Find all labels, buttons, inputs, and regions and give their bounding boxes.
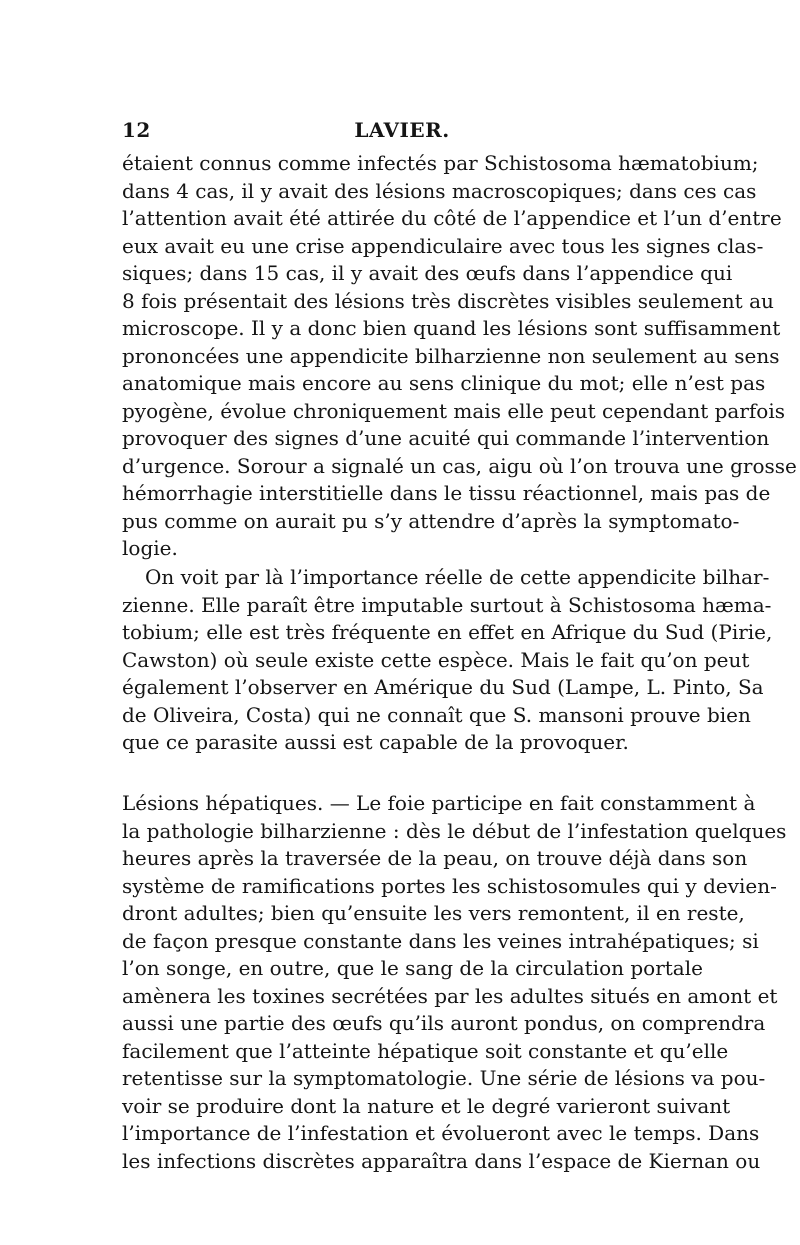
- text-line: l’importance de l’infestation et évolueront avec le temps. Dans: [122, 1121, 760, 1145]
- running-title: LAVIER.: [354, 118, 450, 142]
- text-line: amènera les toxines secrétées par les adultes situés en amont et: [122, 983, 778, 1008]
- text-line: zienne. Elle paraît être imputable surtout à Schistosoma hæma-: [122, 592, 772, 617]
- text-line: provoquer des signes d’une acuité qui commande l’intervention: [122, 426, 770, 450]
- text-line: microscope. Il y a donc bien quand les lésions sont suffisamment: [122, 316, 781, 340]
- text-line: d’urgence. Sorour a signalé un cas, aigu où l’on trouva une grosse: [122, 453, 797, 478]
- text-line: pus comme on aurait pu s’y attendre d’après la symptomato-: [122, 508, 740, 533]
- page-header: [122, 118, 682, 144]
- text-line: pyogène, évolue chroniquement mais elle peut cependant parfois: [122, 398, 786, 423]
- paragraph-appendicitis-cases: [122, 150, 797, 563]
- text-line: hémorrhagie interstitielle dans le tissu réactionnel, mais pas de: [122, 481, 771, 505]
- text-line: eux avait eu une crise appendiculaire avec tous les signes clas-: [122, 233, 764, 258]
- text-line: la pathologie bilharzienne : dès le début de l’infestation quelques: [122, 818, 787, 843]
- text-line: siques; dans 15 cas, il y avait des œufs dans l’appendice qui: [122, 261, 733, 285]
- text-line: de façon presque constante dans les veines intrahépatiques; si: [122, 928, 759, 953]
- text-line: logie.: [122, 536, 178, 560]
- text-line: heures après la traversée de la peau, on trouve déjà dans son: [122, 846, 748, 870]
- text-line: facilement que l’atteinte hépatique soit constante et qu’elle: [122, 1038, 729, 1063]
- text-line: dans 4 cas, il y avait des lésions macroscopiques; dans ces cas: [122, 178, 757, 203]
- paragraph-appendicitis-importance: [122, 564, 773, 757]
- text-line: dront adultes; bien qu’ensuite les vers remontent, il en reste,: [122, 901, 745, 925]
- page-number: 12: [122, 118, 151, 142]
- text-line: voir se produire dont la nature et le degré varieront suivant: [122, 1093, 731, 1118]
- text-line: anatomique mais encore au sens clinique du mot; elle n’est pas: [122, 371, 766, 395]
- text-line: étaient connus comme infectés par Schistosoma hæmatobium;: [122, 151, 759, 175]
- text-line: On voit par là l’importance réelle de cette appendicite bilhar-: [145, 565, 770, 589]
- text-line: également l’observer en Amérique du Sud (Lampe, L. Pinto, Sa: [122, 675, 764, 699]
- text-line: aussi une partie des œufs qu’ils auront pondus, on comprendra: [122, 1011, 766, 1035]
- text-line: tobium; elle est très fréquente en effet en Afrique du Sud (Pirie,: [122, 620, 773, 644]
- text-line: Lésions hépatiques. — Le foie participe en fait constamment à: [122, 791, 756, 815]
- text-line: retentisse sur la symptomatologie. Une série de lésions va pou-: [122, 1066, 766, 1090]
- text-line: les infections discrètes apparaîtra dans l’espace de Kiernan ou: [122, 1148, 761, 1173]
- text-line: système de ramifications portes les schistosomules qui y devien-: [122, 873, 777, 898]
- text-line: prononcées une appendicite bilharzienne non seulement au sens: [122, 343, 780, 368]
- text-line: que ce parasite aussi est capable de la provoquer.: [122, 730, 629, 754]
- text-line: l’on songe, en outre, que le sang de la circulation portale: [122, 956, 703, 980]
- paragraph-hepatic-lesions: [122, 790, 787, 1175]
- text-line: l’attention avait été attirée du côté de l’appendice et l’un d’entre: [122, 206, 782, 230]
- text-line: Cawston) où seule existe cette espèce. Mais le fait qu’on peut: [122, 647, 750, 672]
- text-line: de Oliveira, Costa) qui ne connaît que S. mansoni prouve bien: [122, 702, 751, 727]
- text-line: 8 fois présentait des lésions très discrètes visibles seulement au: [122, 288, 774, 313]
